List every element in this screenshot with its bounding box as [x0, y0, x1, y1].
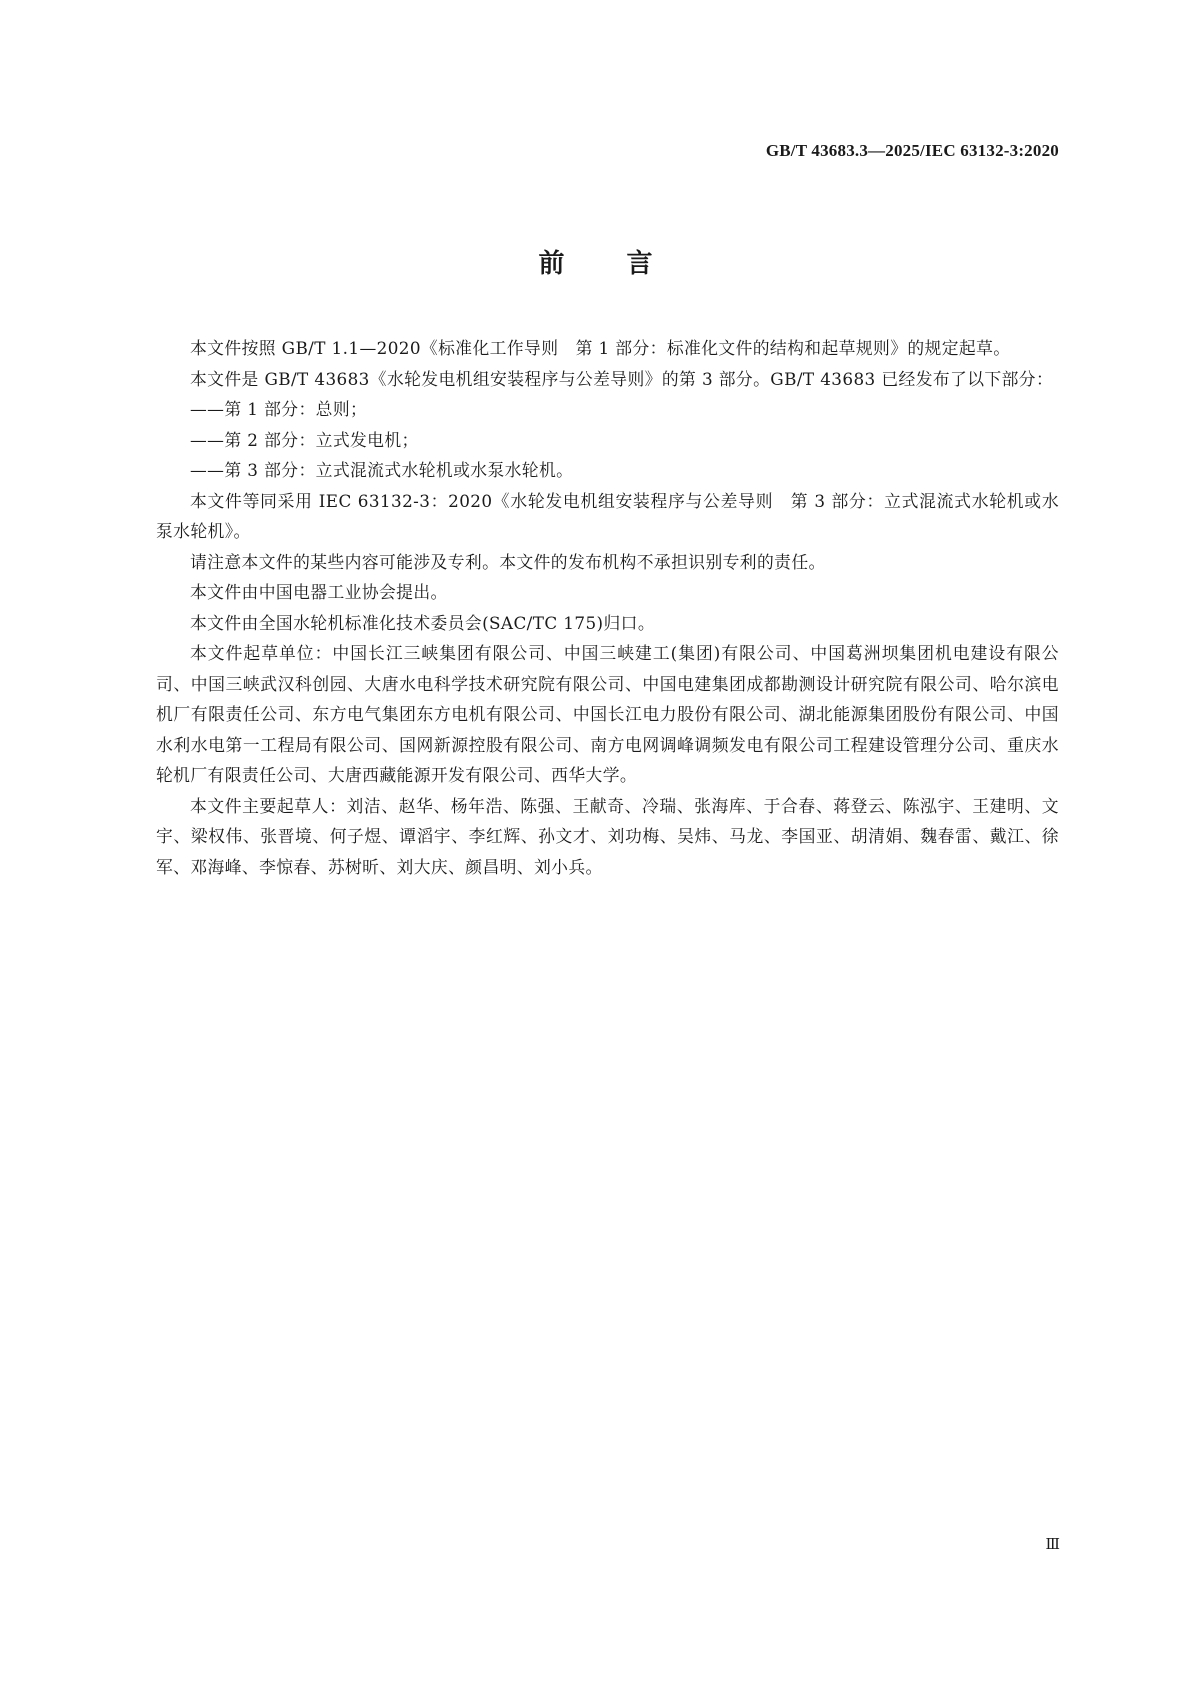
list-item-part-1: ——第 1 部分：总则； — [190, 399, 368, 419]
paragraph-drafting-units: 本文件起草单位：中国长江三峡集团有限公司、中国三峡建工(集团)有限公司、中国葛洲坝集团机电建设有限公司、中国三峡武汉科创园、大唐水电科学技术研究院有限公司、中国电建集团成都勘测设计研究院有限公司、哈尔滨电机厂有限责任公司、东方电气集团东方电机有限公司、中国长江电力股份有限公司、湖北能源集团股份有限公司、中国水利水电第一工程局有限公司、国网新源控股有限公司、南方电网调峰调频发电有限公司工程建设管理分公司、重庆水轮机厂有限责任公司、大唐西藏能源开发有限公司、西华大学。 — [156, 643, 1059, 785]
preface-body — [156, 333, 1059, 882]
paragraph-drafters: 本文件主要起草人：刘洁、赵华、杨年浩、陈强、王献奇、冷瑞、张海库、于合春、蒋登云、陈泓宇、王建明、文宇、梁权伟、张晋境、何子煜、谭滔宇、李红辉、孙文才、刘功梅、吴炜、马龙、李国亚、胡清娟、魏春雷、戴江、徐军、邓海峰、李惊春、苏树昕、刘大庆、颜昌明、刘小兵。 — [156, 795, 1059, 877]
page-number: Ⅲ — [1045, 1537, 1060, 1553]
paragraph-series-intro: 本文件是 GB/T 43683《水轮发电机组安装程序与公差导则》的第 3 部分。GB/T 43683 已经发布了以下部分： — [190, 368, 1054, 389]
list-item-part-2: ——第 2 部分：立式发电机； — [190, 429, 419, 450]
paragraph-proposer: 本文件由中国电器工业协会提出。 — [190, 582, 448, 602]
page-title: 前言 — [538, 249, 715, 279]
paragraph-committee: 本文件由全国水轮机标准化技术委员会(SAC/TC 175)归口。 — [190, 612, 656, 633]
paragraph-iec-adoption: 本文件等同采用 IEC 63132-3：2020《水轮发电机组安装程序与公差导则 第 3 部分：立式混流式水轮机或水泵水轮机》。 — [156, 490, 1059, 541]
standard-number: GB/T 43683.3—2025/IEC 63132-3:2020 — [765, 141, 1059, 160]
paragraph-patent-notice: 请注意本文件的某些内容可能涉及专利。本文件的发布机构不承担识别专利的责任。 — [190, 551, 826, 572]
list-item-part-3: ——第 3 部分：立式混流式水轮机或水泵水轮机。 — [190, 460, 574, 480]
paragraph-drafting-rules: 本文件按照 GB/T 1.1—2020《标准化工作导则 第 1 部分：标准化文件的结构和起草规则》的规定起草。 — [190, 338, 1011, 358]
